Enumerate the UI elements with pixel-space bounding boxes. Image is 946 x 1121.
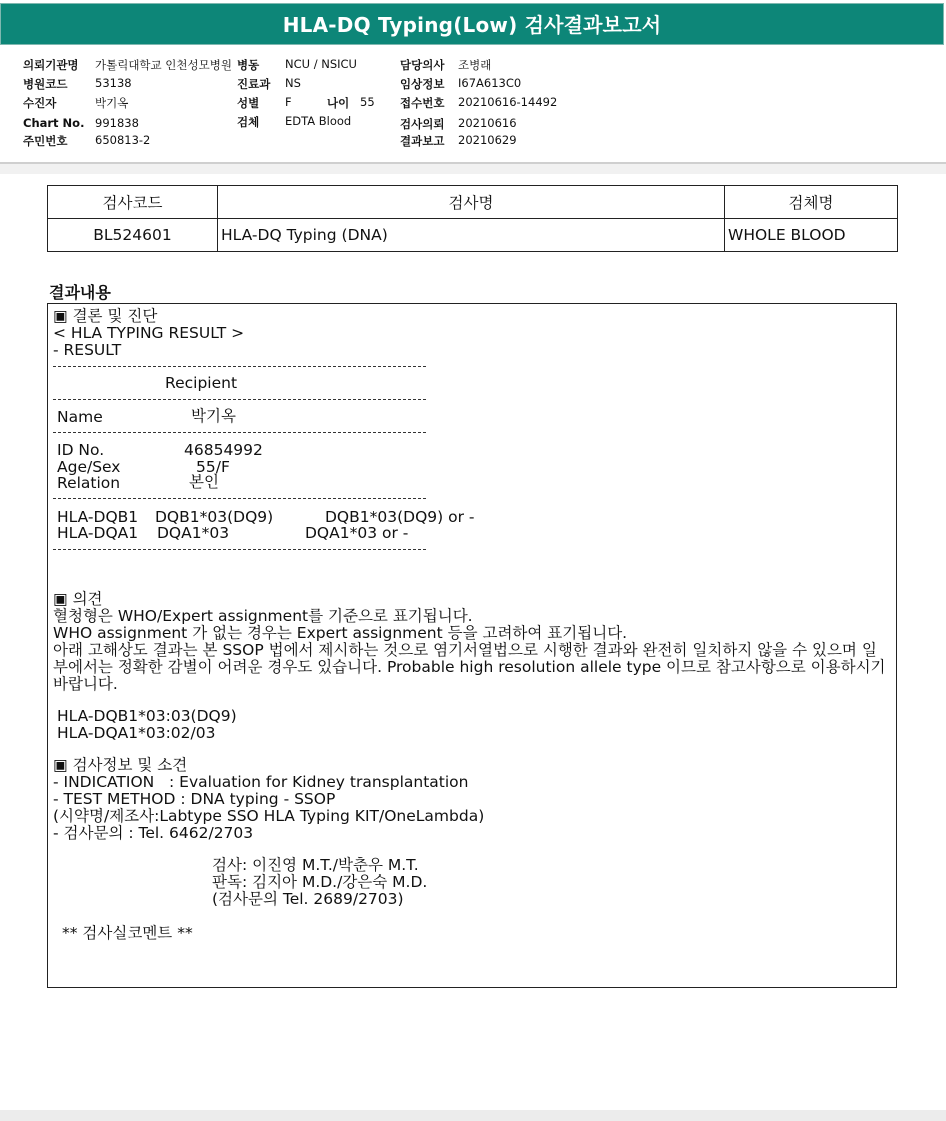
inquiry2-line: (검사문의 Tel. 2689/2703): [212, 890, 404, 908]
dqb1-allele-2: DQB1*03(DQ9) or -: [325, 508, 475, 526]
inquiry-line: - 검사문의 : Tel. 6462/2703: [53, 824, 254, 842]
agesex-label: Age/Sex: [57, 458, 121, 476]
agesex-value: 55/F: [196, 458, 230, 476]
chart-value: 991838: [95, 116, 139, 130]
bottom-bar: [0, 1110, 946, 1121]
result-content-box: [47, 303, 897, 988]
hr-dqa1: HLA-DQA1*03:02/03: [57, 724, 216, 742]
dept-label: 진료과: [237, 77, 271, 91]
info-heading: ▣ 검사정보 및 소견: [53, 756, 188, 774]
result-label: - RESULT: [53, 341, 122, 359]
dashed-divider: [53, 399, 426, 400]
relation-value: 본인: [189, 473, 219, 491]
report-header-bar: [0, 3, 944, 45]
age-value: 55: [360, 95, 375, 109]
typing-heading: < HLA TYPING RESULT >: [53, 324, 245, 342]
institution-value: 가톨릭대학교 인천성모병원: [95, 58, 232, 72]
specimen-value: EDTA Blood: [285, 114, 352, 128]
opinion-paragraph: 아래 고해상도 결과는 본 SSOP 법에서 제시하는 것으로 염기서열법으로 시행한 결과와 완전히 일치하지 않을 수 있으며 일부에서는 정확한 감별이 어려운 경우도 있습니다. Probable high resolution allele type 이므로 참고사항으로 이용하시기 바랍니다.: [53, 641, 886, 693]
col-header-code: 검사코드: [48, 186, 218, 219]
clinical-value: I67A613C0: [458, 76, 522, 90]
conclusion-heading: ▣ 결론 및 진단: [53, 307, 158, 325]
patient-info-block: [0, 55, 946, 155]
patient-label: 수진자: [23, 96, 57, 110]
opinion-heading: ▣ 의견: [53, 590, 103, 608]
indication-line: - INDICATION : Evaluation for Kidney transplantation: [53, 773, 469, 791]
sex-value: F: [285, 95, 292, 109]
dashed-divider: [53, 366, 426, 367]
dqb1-allele-1: DQB1*03(DQ9): [155, 508, 274, 526]
resident-label: 주민번호: [23, 134, 68, 148]
reagent-line: (시약명/제조사:Labtype SSO HLA Typing KIT/OneLambda): [53, 807, 485, 825]
age-label: 나이: [327, 96, 350, 110]
dashed-divider: [53, 549, 426, 550]
opinion-line-1: 혈청형은 WHO/Expert assignment를 기준으로 표기됩니다.: [53, 607, 473, 625]
dqa1-label: HLA-DQA1: [57, 524, 139, 542]
receipt-value: 20210616-14492: [458, 95, 558, 109]
reader-line: 판독: 김지아 M.D./강은숙 M.D.: [212, 873, 428, 891]
doctor-label: 담당의사: [400, 58, 445, 72]
id-label: ID No.: [57, 441, 105, 459]
doctor-value: 조병래: [458, 58, 492, 72]
ward-label: 병동: [237, 58, 260, 72]
dept-value: NS: [285, 76, 301, 90]
resident-value: 650813-2: [95, 133, 151, 147]
report-value: 20210629: [458, 133, 517, 147]
dqb1-label: HLA-DQB1: [57, 508, 139, 526]
name-label: Name: [57, 408, 103, 426]
lab-comment-heading: ** 검사실코멘트 **: [62, 924, 193, 942]
specimen-label: 검체: [237, 115, 260, 129]
table-row: [48, 219, 898, 252]
opinion-line-2: WHO assignment 가 없는 경우는 Expert assignment 등을 고려하여 표기됩니다.: [53, 624, 628, 642]
institution-label: 의뢰기관명: [23, 58, 79, 72]
dashed-divider: [53, 432, 426, 433]
sex-label: 성별: [237, 96, 260, 110]
col-header-specimen: 검체명: [725, 186, 898, 219]
header-shadow: [0, 164, 946, 174]
clinical-label: 임상정보: [400, 77, 445, 91]
method-line: - TEST METHOD : DNA typing - SSOP: [53, 790, 336, 808]
ward-value: NCU / NSICU: [285, 57, 357, 71]
receipt-label: 접수번호: [400, 96, 445, 110]
name-value: 박기옥: [191, 407, 236, 425]
request-label: 검사의뢰: [400, 117, 445, 131]
report-title: HLA-DQ Typing(Low) 검사결과보고서: [282, 13, 662, 37]
dqa1-allele-1: DQA1*03: [157, 524, 230, 542]
tester-line: 검사: 이진영 M.T./박춘우 M.T.: [212, 856, 419, 874]
id-value: 46854992: [184, 441, 263, 459]
hospital-code-label: 병원코드: [23, 77, 68, 91]
test-code-table: [47, 185, 898, 252]
hospital-code-value: 53138: [95, 76, 132, 90]
dqa1-allele-2: DQA1*03 or -: [305, 524, 409, 542]
recipient-label: Recipient: [165, 374, 238, 392]
cell-test-name: HLA-DQ Typing (DNA): [218, 219, 725, 252]
relation-label: Relation: [57, 474, 121, 492]
request-value: 20210616: [458, 116, 517, 130]
table-header-row: [48, 186, 898, 219]
chart-label: Chart No.: [23, 116, 85, 130]
dashed-divider: [53, 498, 426, 499]
col-header-name: 검사명: [218, 186, 725, 219]
result-section-title: 결과내용: [49, 283, 111, 302]
cell-specimen: WHOLE BLOOD: [725, 219, 898, 252]
hr-dqb1: HLA-DQB1*03:03(DQ9): [57, 707, 237, 725]
cell-test-code: BL524601: [48, 219, 218, 252]
patient-value: 박기옥: [95, 96, 129, 110]
report-label: 결과보고: [400, 134, 445, 148]
